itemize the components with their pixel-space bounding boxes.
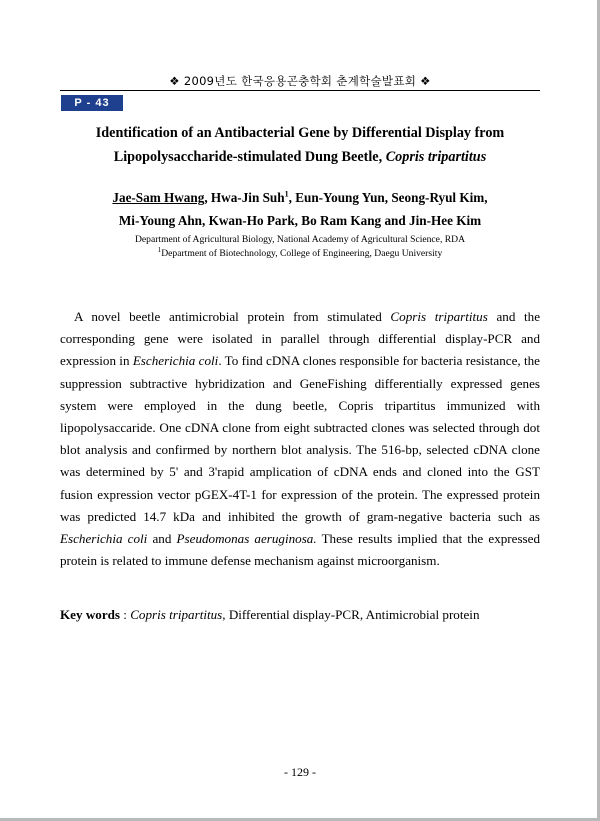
- keywords-line: [60, 604, 540, 626]
- abstract-paragraph: [60, 306, 540, 572]
- abstract-species-4: Pseudomonas aeruginosa.: [176, 531, 317, 547]
- title-line-1: Identification of an Antibacterial Gene by Differential Display from: [95, 125, 505, 141]
- affiliation-2-text: Department of Biotechnology, College of Engineering, Daegu University: [161, 248, 443, 259]
- authors-line-2: Mi-Young Ahn, Kwan-Ho Park, Bo Ram Kang and Jin-Hee Kim: [118, 213, 482, 228]
- author-names-b: , Eun-Young Yun, Seong-Ryul Kim,: [288, 190, 488, 205]
- header-rule: [60, 90, 540, 91]
- poster-number-badge: P - 43: [61, 95, 123, 111]
- author-names-a: , Hwa-Jin Suh: [204, 190, 285, 205]
- paper-title: [60, 121, 540, 169]
- abstract-species-1: Copris tripartitus: [390, 309, 488, 324]
- abstract-species-3: Escherichia coli: [60, 531, 148, 547]
- presenting-author: Jae-Sam Hwang: [112, 190, 205, 205]
- title-line-2-text: Lipopolysaccharide-stimulated Dung Beetle,: [113, 149, 383, 165]
- abstract-text-3: . To find cDNA clones responsible for bacteria resistance, the suppression subtractive hybridization and GeneFishing differentially expressed genes system were employed in the dung beetle, Copris tripartitus immunized with lipopolysaccaride. One cDNA clone from eight subtracted clones was selected through dot blot analysis and confirmed by northern blot analysis. The 516-bp, selected cDNA clone was determined by 5' and 3'rapid amplication of cDNA ends and cloned into the GST fusion expression vector pGEX-4T-1 for expression of the protein. The expressed protein was predicted 14.7 kDa and inhibited the growth of gram-negative bacteria such as: [60, 353, 540, 524]
- title-line-2: [60, 145, 540, 169]
- affiliation-2-marker: 1: [157, 245, 162, 254]
- abstract-text-2: and the corresponding gene were isolated in parallel through differential display-PCR and expression in: [60, 309, 541, 369]
- authors-line-1: [60, 186, 540, 209]
- abstract-text-4: and: [152, 531, 172, 547]
- abstract-text-5: These results implied that the expressed protein is related to immune defense mechanism against microorganism.: [60, 531, 541, 569]
- abstract-text-1: A novel beetle antimicrobial protein from stimulated: [74, 309, 382, 324]
- author-list: [60, 186, 540, 232]
- keywords-label: Key words: [60, 607, 121, 622]
- conference-header: ❖ 2009년도 한국응용곤충학회 춘계학술발표회 ❖: [169, 74, 431, 88]
- keyword-species: Copris tripartitus,: [130, 607, 226, 622]
- affiliation-2: [60, 247, 540, 261]
- affiliations: [60, 233, 540, 261]
- page-number: - 129 -: [284, 765, 316, 779]
- abstract-species-2: Escherichia coli: [132, 353, 219, 369]
- title-species: Copris tripartitus: [385, 149, 487, 165]
- affiliation-marker: 1: [284, 189, 289, 199]
- keywords-separator: :: [120, 607, 131, 622]
- keywords-rest: Differential display-PCR, Antimicrobial protein: [228, 607, 480, 622]
- affiliation-1: Department of Agricultural Biology, National Academy of Agricultural Science, RDA: [134, 234, 465, 245]
